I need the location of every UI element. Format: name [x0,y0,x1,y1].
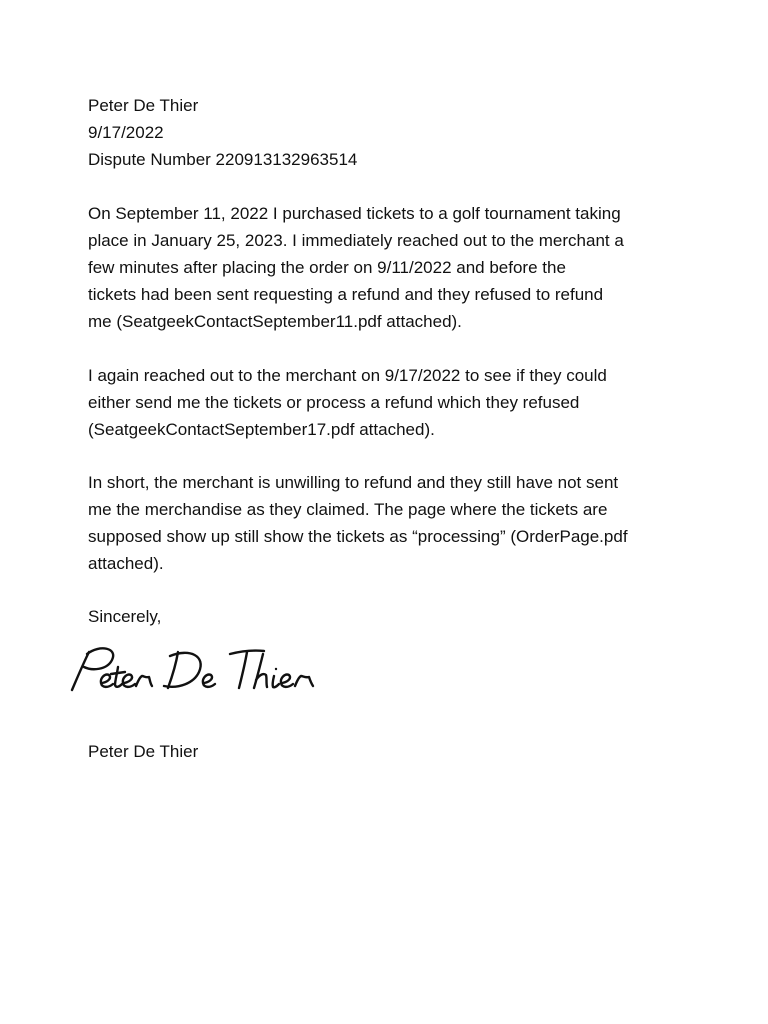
valediction: Sincerely, [88,607,162,626]
paragraph-line: On September 11, 2022 I purchased tickets to a golf tournament taking [88,204,621,223]
letter-header [88,92,688,173]
paragraph-line: supposed show up still show the tickets as “processing” (OrderPage.pdf [88,527,628,546]
paragraph-line: (SeatgeekContactSeptember17.pdf attached). [88,420,435,439]
paragraph-line: tickets had been sent requesting a refund and they refused to refund [88,285,604,304]
closing [88,603,688,630]
printed-name: Peter De Thier [88,742,199,761]
paragraph-2 [88,362,688,443]
paragraph-line: I again reached out to the merchant on 9/17/2022 to see if they could [88,366,607,385]
letter-date: 9/17/2022 [88,123,164,142]
paragraph-line: either send me the tickets or process a refund which they refused [88,393,580,412]
dispute-number: Dispute Number 220913132963514 [88,150,358,169]
paragraph-line: place in January 25, 2023. I immediately reached out to the merchant a [88,231,624,250]
paragraph-3 [88,469,688,577]
paragraph-line: few minutes after placing the order on 9/11/2022 and before the [88,258,566,277]
sender-name: Peter De Thier [88,96,199,115]
printed-name-block [88,738,688,765]
paragraph-1 [88,200,688,335]
paragraph-line: attached). [88,554,164,573]
paragraph-line: me the merchandise as they claimed. The page where the tickets are [88,500,608,519]
paragraph-line: In short, the merchant is unwilling to refund and they still have not sent [88,473,619,492]
paragraph-line: me (SeatgeekContactSeptember11.pdf attached). [88,312,462,331]
handwritten-signature [66,640,346,702]
